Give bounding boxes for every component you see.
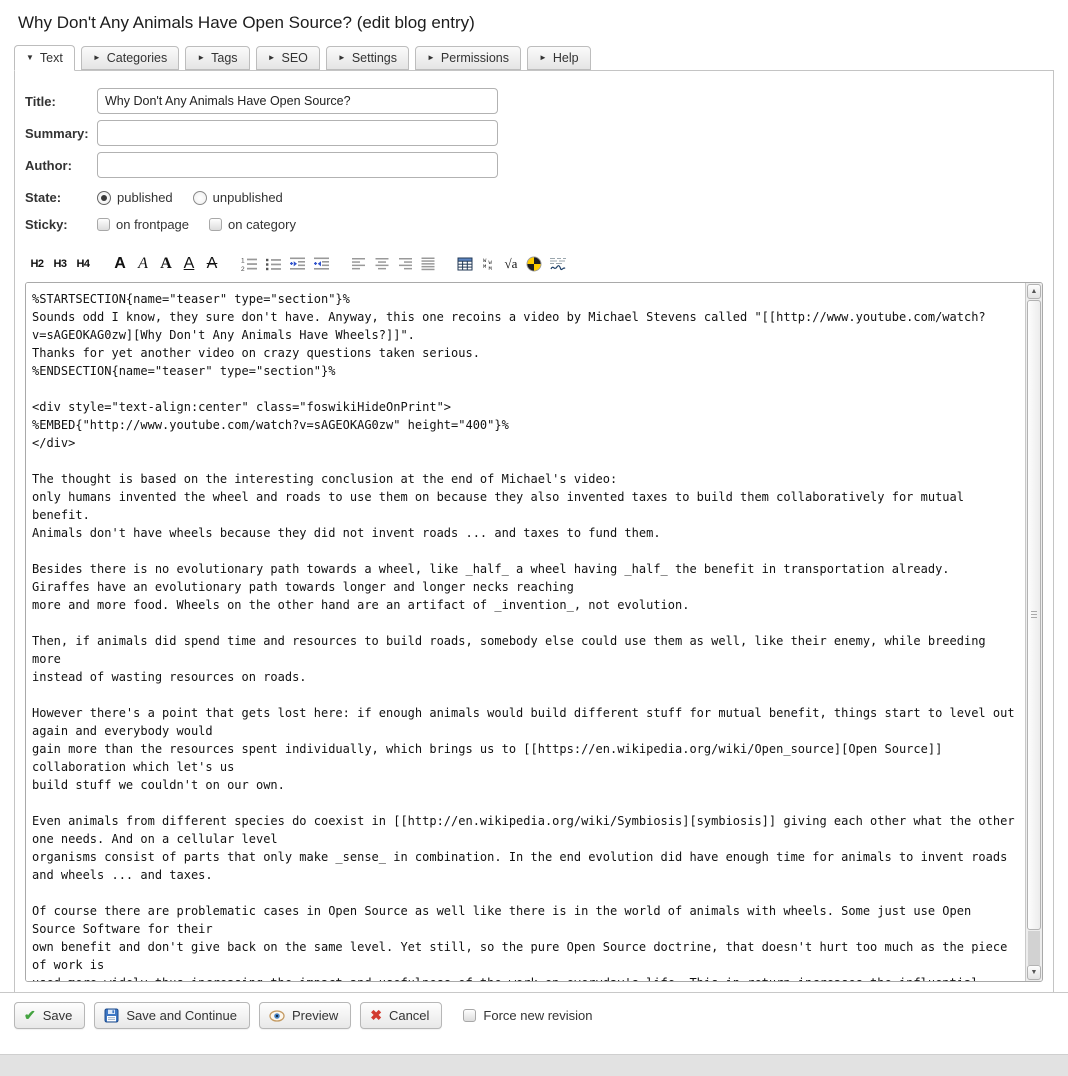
action-bar [0, 993, 1068, 1029]
tab-label: Help [552, 51, 579, 65]
verbatim-icon [482, 256, 494, 272]
bullet-list-icon [265, 256, 282, 272]
floppy-disk-icon [104, 1008, 119, 1023]
italic-button[interactable]: A [133, 253, 153, 275]
color-wheel-icon [526, 256, 542, 272]
table-icon [457, 256, 473, 272]
heading4-button[interactable]: H4 [73, 253, 93, 275]
outdent-icon [313, 256, 330, 272]
triangle-right-icon: ► [538, 53, 547, 62]
align-right-button[interactable] [395, 253, 415, 275]
triangle-right-icon: ► [197, 53, 206, 62]
tab-label: SEO [281, 51, 308, 65]
author-input[interactable] [97, 152, 498, 178]
editor-scrollbar[interactable] [1025, 283, 1042, 981]
state-unpublished-option[interactable] [193, 190, 283, 205]
author-field-label: Author: [25, 157, 72, 173]
font-color-button[interactable] [524, 253, 544, 275]
underline-button[interactable]: A [179, 253, 199, 275]
editor-area [25, 282, 1043, 982]
svg-text:M: M [483, 263, 487, 270]
tab-label: Categories [106, 51, 168, 65]
sticky-frontpage-option[interactable] [97, 217, 189, 232]
radio-unpublished-label: unpublished [212, 190, 283, 205]
typewriter-button[interactable]: A [156, 253, 176, 275]
svg-text:2: 2 [241, 266, 245, 272]
state-published-option[interactable] [97, 190, 173, 205]
strikethrough-button[interactable]: A [202, 253, 222, 275]
triangle-right-icon: ► [426, 53, 435, 62]
save-and-continue-button[interactable] [94, 1002, 250, 1029]
heading3-button[interactable]: H3 [50, 253, 70, 275]
scroll-up-button[interactable] [1027, 284, 1041, 299]
scroll-up-icon: ▲ [1030, 288, 1038, 295]
align-right-icon [397, 256, 413, 272]
indent-icon [289, 256, 306, 272]
insert-table-button[interactable] [455, 253, 475, 275]
eye-icon [269, 1009, 285, 1023]
scrollbar-thumb[interactable] [1027, 300, 1041, 930]
scrollbar-track[interactable] [1028, 931, 1040, 965]
triangle-right-icon: ► [337, 53, 346, 62]
sticky-field-label: Sticky: [25, 217, 68, 232]
outdent-button[interactable] [311, 253, 332, 275]
numbered-list-icon [241, 256, 258, 272]
align-left-button[interactable] [349, 253, 369, 275]
svg-text:W: W [483, 257, 487, 264]
svg-text:M: M [488, 265, 492, 272]
svg-text:W: W [488, 259, 492, 266]
align-justify-button[interactable] [418, 253, 438, 275]
checkbox-on-frontpage-label: on frontpage [116, 217, 190, 232]
bold-button[interactable]: A [110, 253, 130, 275]
signature-icon [549, 256, 567, 272]
tab-categories[interactable] [81, 46, 179, 70]
signature-button[interactable] [547, 253, 569, 275]
svg-text:1: 1 [241, 257, 245, 265]
editor-toolbar [27, 252, 1043, 276]
check-icon: ✔ [24, 1007, 36, 1023]
force-new-revision-checkbox[interactable] [463, 1009, 476, 1022]
checkbox-on-category[interactable] [209, 218, 222, 231]
preview-button[interactable] [259, 1002, 351, 1029]
tab-permissions[interactable] [415, 46, 521, 70]
scroll-down-button[interactable] [1027, 965, 1041, 980]
force-new-revision-option[interactable] [463, 1008, 592, 1023]
title-field-label: Title: [25, 93, 56, 109]
tab-label: Settings [351, 51, 397, 65]
heading2-button[interactable]: H2 [27, 253, 47, 275]
radio-published-label: published [117, 190, 173, 205]
tab-help[interactable] [527, 46, 591, 70]
math-formula-button[interactable]: √a [501, 253, 521, 275]
align-center-icon [374, 256, 390, 272]
save-and-continue-label: Save and Continue [126, 1008, 237, 1023]
tab-label: Permissions [440, 51, 509, 65]
save-button[interactable] [14, 1002, 85, 1029]
summary-input[interactable] [97, 120, 498, 146]
tab-settings[interactable] [326, 46, 409, 70]
cancel-button[interactable] [360, 1002, 442, 1029]
x-icon: ✖ [370, 1007, 382, 1023]
tab-label: Tags [211, 51, 238, 65]
summary-field-label: Summary: [25, 125, 89, 141]
triangle-down-icon: ▼ [26, 53, 34, 62]
footer-band [0, 1054, 1068, 1076]
radio-published[interactable] [97, 191, 111, 205]
checkbox-on-category-label: on category [228, 217, 296, 232]
scroll-down-icon: ▼ [1030, 969, 1038, 976]
align-left-icon [351, 256, 367, 272]
align-justify-icon [420, 256, 436, 272]
verbatim-button[interactable] [478, 253, 498, 275]
cancel-button-label: Cancel [388, 1008, 430, 1023]
tab-text[interactable] [14, 45, 75, 71]
save-button-label: Save [42, 1008, 73, 1023]
checkbox-on-frontpage[interactable] [97, 218, 110, 231]
tab-seo[interactable] [256, 46, 320, 70]
preview-button-label: Preview [291, 1008, 339, 1023]
tab-tags[interactable] [185, 46, 249, 70]
page-title: Why Don't Any Animals Have Open Source? (edit blog entry) [18, 13, 475, 32]
align-center-button[interactable] [372, 253, 392, 275]
bullet-list-button[interactable] [263, 253, 284, 275]
triangle-right-icon: ► [267, 53, 276, 62]
triangle-right-icon: ► [92, 53, 101, 62]
title-input[interactable] [97, 88, 498, 114]
state-field-label: State: [25, 190, 62, 205]
numbered-list-button[interactable] [239, 253, 260, 275]
sticky-category-option[interactable] [209, 217, 296, 232]
edit-form-panel [14, 70, 1054, 992]
indent-button[interactable] [287, 253, 308, 275]
radio-unpublished[interactable] [193, 191, 207, 205]
force-new-revision-label: Force new revision [483, 1008, 593, 1023]
tab-bar [14, 45, 1054, 70]
tab-label: Text [39, 51, 63, 65]
body-textarea[interactable] [26, 283, 1025, 981]
